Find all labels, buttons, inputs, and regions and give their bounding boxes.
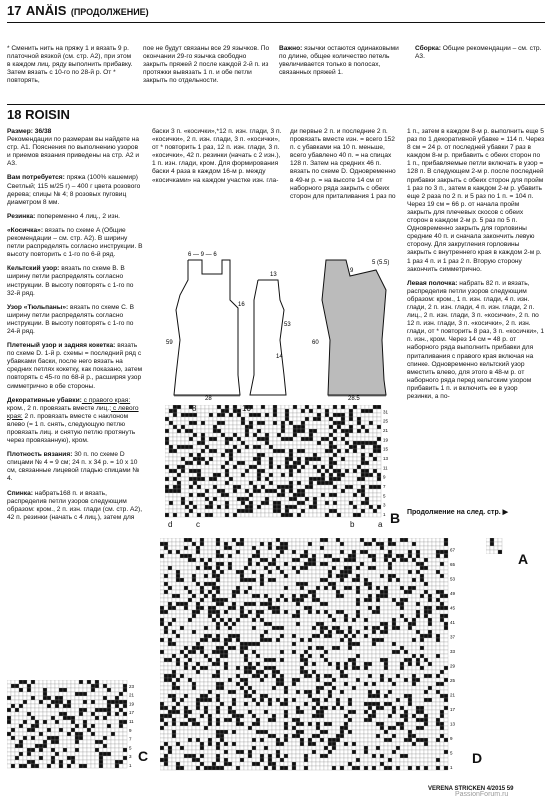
svg-text:7: 7 <box>129 736 132 742</box>
top-col-2: пое не будут связаны все 29 язычков. По окончании 29-го язычка свободно закрыть пряжей 2 после каждой 2-й п. из протяжки вывязать 1 п. и обе петли закрыть по отдельности. <box>143 45 270 85</box>
svg-text:19: 19 <box>129 701 135 707</box>
svg-text:5 (5.5): 5 (5.5) <box>372 260 390 266</box>
instructions-mid: баски 3 п. «косички»,*12 п. изн. глади, 3 п. «косички», 2 п. изн. глади, 3 п. «косички», от * повторить 1 раз, 12 п. изн. глади, 3 п. «косички», 42 п. резинки (начать с 2 изн.), 1 п. изн. глади, кром. Для формирования баски 4 раза в каждом 16-м р. между «косичками» на каждом участке изн. гла- <box>152 128 282 184</box>
continued-note: Продолжение на след. стр. ▶ <box>407 509 509 516</box>
top-col-3: Важно: язычки остаются одинаковыми по длине, общее количество петель увеличивается только в полосах, связанных пряжей 1. <box>279 45 399 77</box>
instructions-left: Размер: 36/38 Рекомендации по размерам вы найдете на стр. A1. Пояснения по выполнению узоров и приемов вязания приведены на стр. A2 и A3. Вам потребуется: пряжа (100% кашемир) Светлый; 115 м/25 г) – 400 г цвета розового дерева; спицы № 4; 8 розовых пуговиц диаметром 8 мм. Резинка: попеременно 4 лиц., 2 изн. «Косичка»: вязать по схеме A (Общие рекомендации – см. стр. A2). В ширину петли распределять согласно инструкции. В высоту повторить с 1-го по 6-й ряд. Кельтский узор: вязать по схеме B. В ширину петли распределять согласно инструкции. В высоту повторять с 1-го по 32-й ряд. Узор «Тюльпаны»: вязать по схеме C. В ширину петли распределять согласно инструкции. В высоту повторять с 1-го по 24-й ряд. Плетеный узор и задняя кокетка: вязать по схеме D. 1-й р. схемы = последний ряд с убавками баски, после него вязать на средних петлях кокетку, как показано, затем повторять с 45-го по 68-й р., расширяя узор симметрично в обе стороны. Декоративные убавки: с правого края: кром., 2 п. провязать вместе лиц.; с левого края: 2 п. провязать вместе с наклоном влево (= 1 п. снять, следующую петлю провязать лиц. и снятую петлю протянуть через провязанную), кром. Плотность вязания: 30 п. по схеме D спицами № 4 = 9 см; 24 п. x 34 р. = 10 x 10 см, связанные лицевой гладью спицами № 4. Спинка: набрать168 п. и вязать, распределив петли узоров следующим образом: кром., 2 п. изн. глади (см. стр. A2), 42 п. резинки (начать с 4 лиц.), затем для <box>7 128 143 521</box>
garment-schematic <box>150 240 402 400</box>
svg-text:21: 21 <box>383 428 389 433</box>
svg-text:3: 3 <box>383 502 386 508</box>
header <box>7 2 545 23</box>
svg-text:11: 11 <box>383 465 388 471</box>
watermark: PassionForum.ru <box>455 791 509 798</box>
svg-text:60: 60 <box>312 340 319 346</box>
top-col-4: Сборка: Общие рекомендации – см. стр. A3. <box>415 45 542 61</box>
svg-text:17: 17 <box>129 710 135 716</box>
header-subtitle: (ПРОДОЛЖЕНИЕ) <box>70 7 149 17</box>
svg-text:15: 15 <box>383 446 389 452</box>
chart-a-label: A <box>518 551 529 567</box>
svg-text:6 — 9 — 6: 6 — 9 — 6 <box>188 252 217 258</box>
instructions-mid2: ди первые 2 п. и последние 2 п. провязать вместе изн. = всего 152 п. с убавками на 10 п. меньше, всего убавлено 40 п. = на спицах 128 п. Затем на средних 46 п. вязать по схеме D. Одновременно в 49-м р. = на высоте 14 см от наборного ряда закрыть с обеих сторон для приталивания 1 раз по <box>290 128 396 200</box>
instructions-right: 1 п., затем в каждом 8-м р. выполнить еще 5 раз по 1 декоративной убавке = 114 п. Через 8 см = 24 р. от последней убавки 7 раз в каждом 8-м р. прибавить с обеих сторон по 1 п., прибавляемые петли включать в узор = 128 п. В следующем 2-м р. после последней прибавки закрыть с обеих сторон для пройм 1 раз по 3 п., затем в каждом 2-м р. убавить еще 2 раза по 2 п. и 5 раз по 1 п. = 104 п. Через 19 см = 66 р. от начала пройм закрыть для плечевых скосов с обеих сторон в каждом 2-м р. 5 раз по 5 п. Одновременно закрыть для горловины средние 40 п. и сначала закончить левую сторону. Для закругления горловины закрыть с внутреннего края в каждом 2-м р. 1 раз 4 п. и 1 раз 2 п. Вторую сторону закончить симметрично. Левая полочка: набрать 82 п. и вязать, распределив петли узоров следующим образом: кром., 1 п. изн. глади, 4 п. изн. глади, 2 п. изн. глади, 4 п. изн. глади, 2 п. лиц., 2 п. изн. глади, 3 п. «косички», 2 п. по 12 п. изн. глади, 3 п. «косички», 2 п. изн. глади, от * повторить 8 раз, 3 п. «косички», 1 п. изн., кром. Через 14 см = 48 р. от наборного ряда выполнить прибавки для приталивания с правого края включая на спинке. Одновременно кельтский узор вместить влево, для этого в 48-м р. от наборного ряда перед кельтским узором прибавить 1 п. и включить ее в узор резинки, а по- <box>407 128 545 400</box>
svg-text:14: 14 <box>276 354 283 360</box>
svg-text:1: 1 <box>383 512 386 517</box>
svg-text:7: 7 <box>383 484 386 489</box>
svg-text:19: 19 <box>383 437 389 443</box>
page-footer: VERENA STRICKEN 4/2015 59 <box>428 786 514 792</box>
svg-text:9: 9 <box>129 727 132 733</box>
arrow-d: d <box>168 520 173 529</box>
chart-b <box>165 405 395 525</box>
section-roisin <box>7 104 545 122</box>
svg-text:9: 9 <box>383 474 386 480</box>
svg-text:13: 13 <box>383 456 389 461</box>
svg-text:21: 21 <box>129 692 135 698</box>
svg-text:1: 1 <box>129 763 132 768</box>
chart-d-label: D <box>472 750 483 766</box>
svg-text:11: 11 <box>129 719 134 724</box>
pattern-name: ANÄIS <box>25 3 67 18</box>
chart-b-width-10: 10 <box>242 404 251 413</box>
arrow-b: b <box>350 520 355 529</box>
pattern-number: 17 <box>7 3 22 18</box>
chart-c-label: C <box>138 748 149 764</box>
svg-text:13: 13 <box>270 272 277 278</box>
chart-a <box>486 538 506 554</box>
top-col-1: * Сменить нить на пряжу 1 и вязать 9 р. платочной вязкой (см. стр. A2), при этом в каждом лиц. ряду выполнить прибавку. Затем вязать с 10-го по 28-й р. От * повторять, <box>7 45 133 85</box>
arrow-c: c <box>196 520 200 529</box>
svg-text:28: 28 <box>205 396 212 400</box>
chart-b-label: B <box>390 510 401 526</box>
svg-text:3: 3 <box>129 754 132 760</box>
svg-text:25: 25 <box>383 418 389 424</box>
svg-text:28.5: 28.5 <box>348 396 360 400</box>
chart-b-width-8: 8 <box>192 404 197 413</box>
svg-text:23: 23 <box>129 683 135 689</box>
svg-text:9: 9 <box>350 268 354 274</box>
chart-d <box>160 538 470 773</box>
svg-text:16: 16 <box>238 302 245 308</box>
section-title: 18 ROISIN <box>7 107 70 122</box>
chart-c <box>7 680 137 775</box>
svg-text:5: 5 <box>129 745 132 751</box>
svg-text:59: 59 <box>166 340 173 346</box>
svg-text:31: 31 <box>383 409 389 415</box>
svg-text:5: 5 <box>383 493 386 499</box>
svg-text:53: 53 <box>284 322 291 328</box>
arrow-a: a <box>378 520 383 529</box>
